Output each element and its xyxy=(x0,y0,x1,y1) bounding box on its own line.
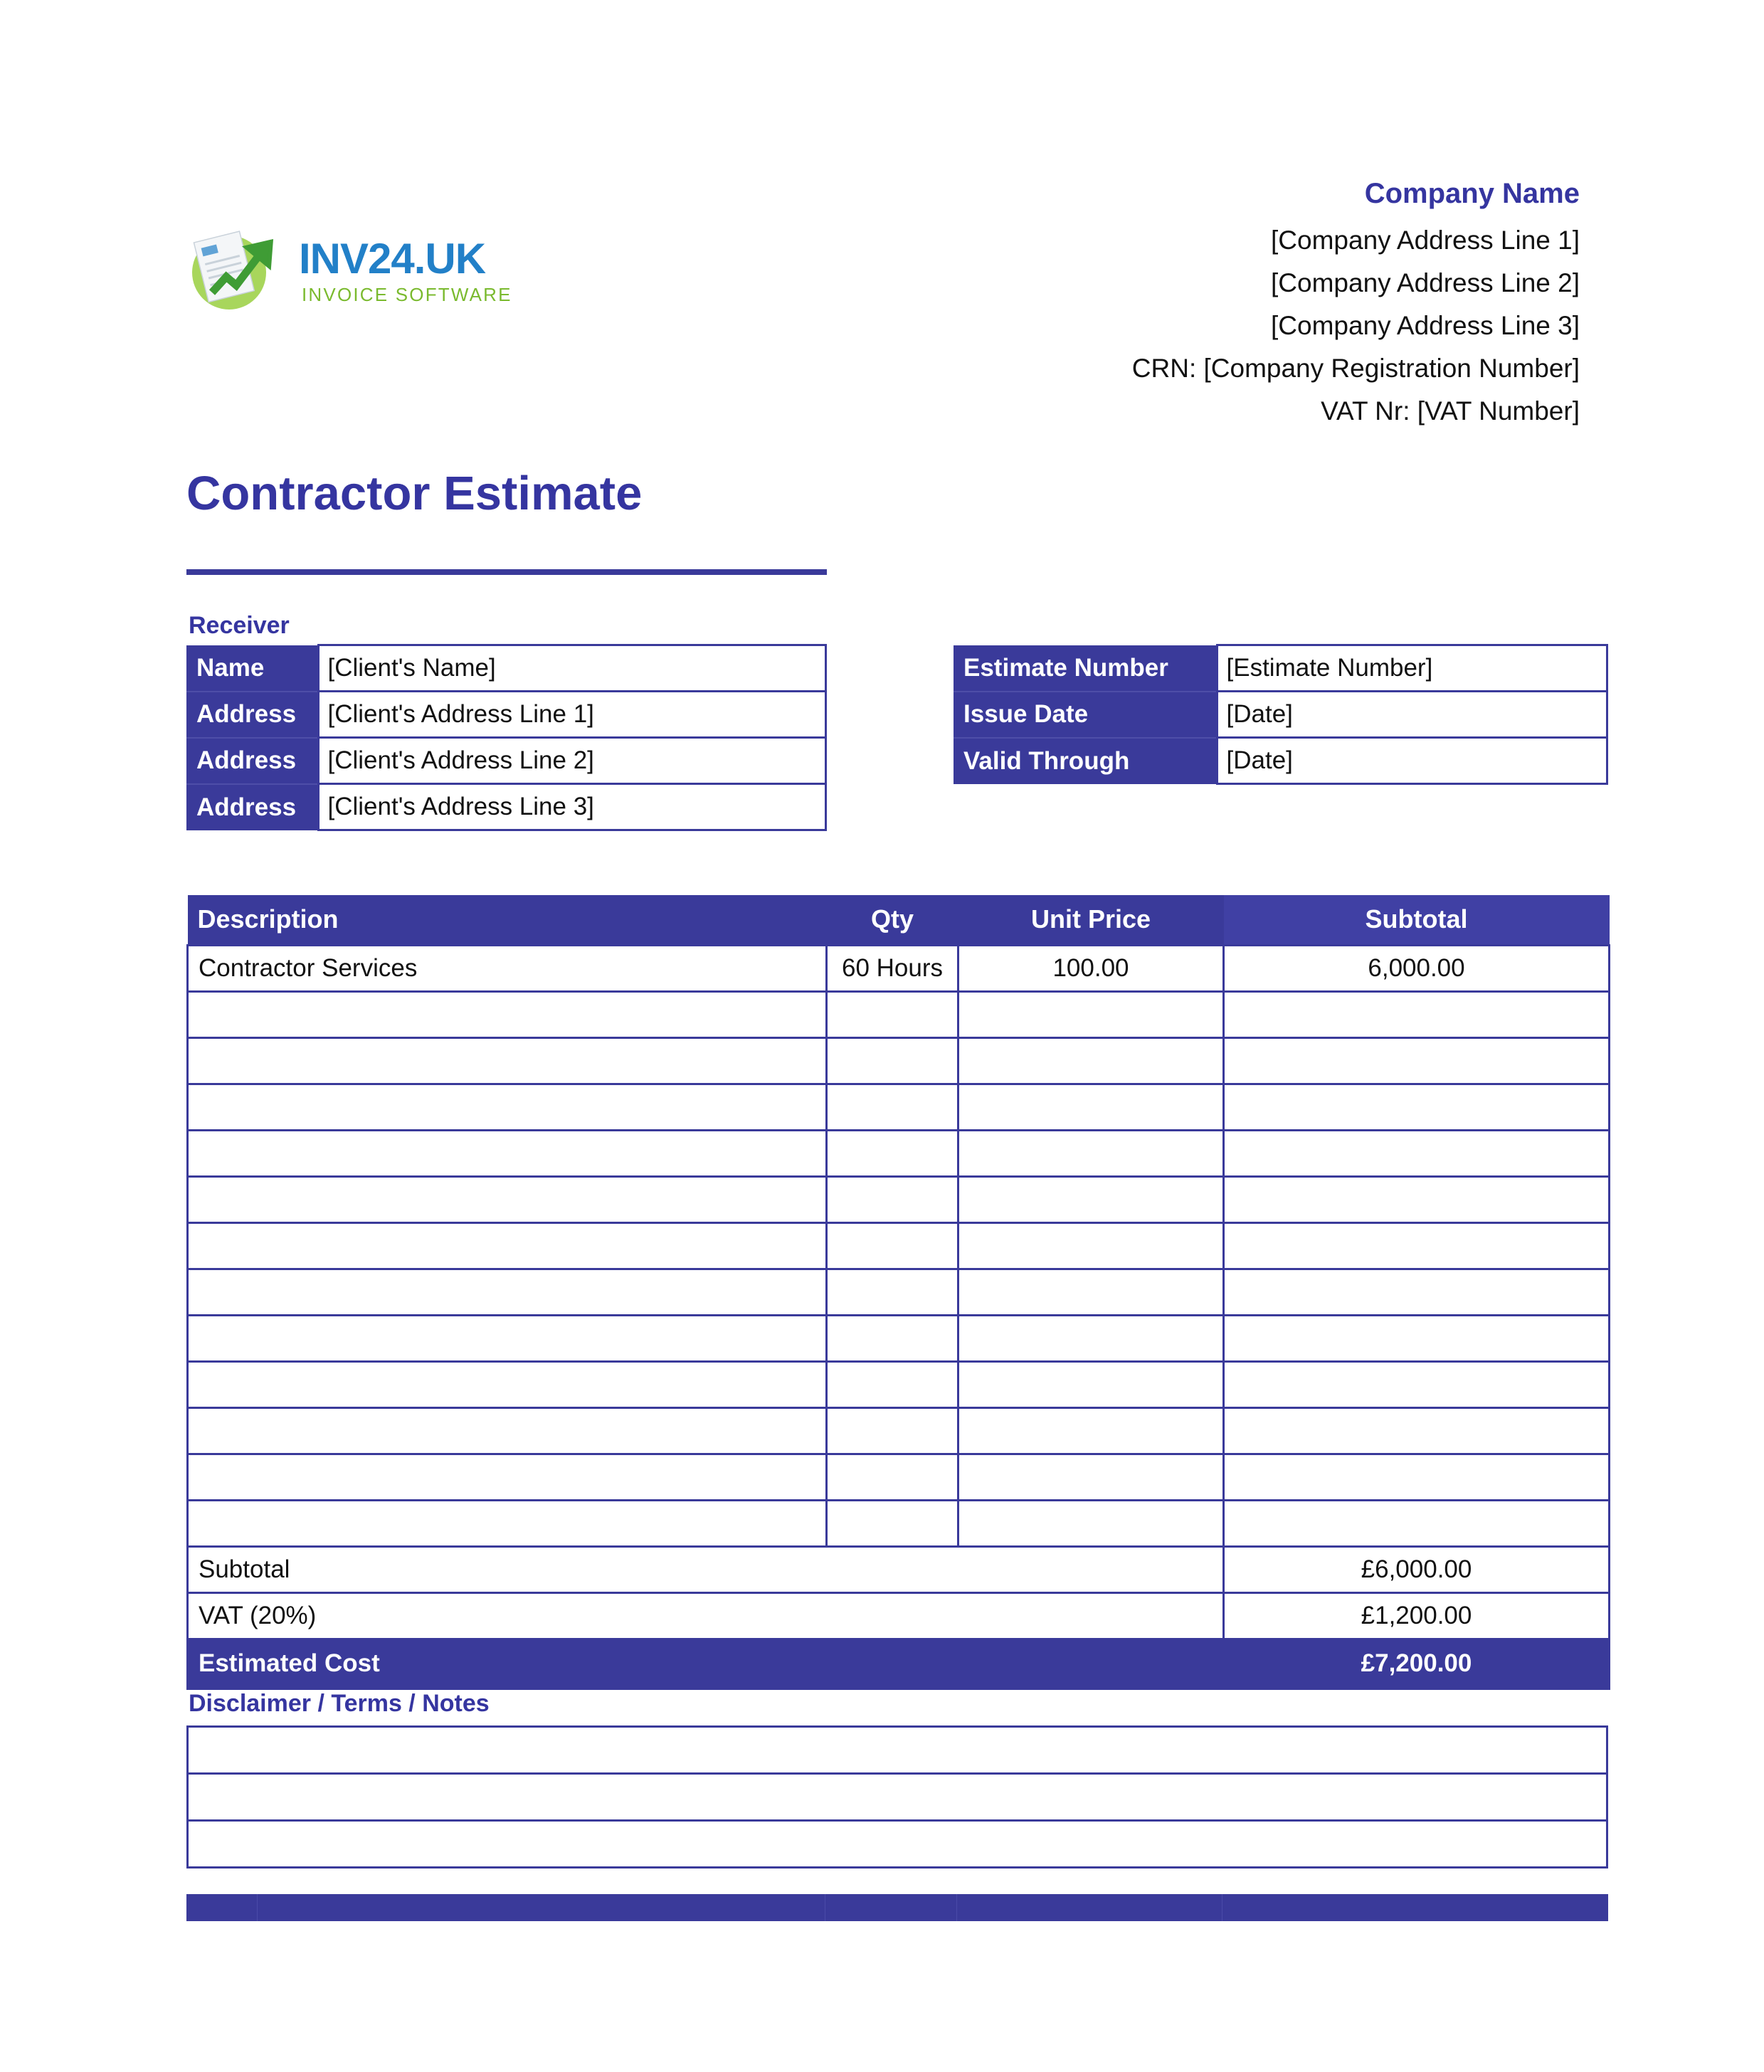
receiver-value-address-2[interactable]: [Client's Address Line 2] xyxy=(318,738,826,784)
footer-segment xyxy=(1222,1894,1608,1921)
line-item-description[interactable]: Contractor Services xyxy=(188,945,827,991)
empty-line-item-row xyxy=(188,1222,1610,1269)
meta-value-estimate-number[interactable]: [Estimate Number] xyxy=(1217,645,1607,692)
empty-line-item-row xyxy=(188,991,1610,1037)
meta-label-issue-date: Issue Date xyxy=(954,692,1217,738)
empty-cell[interactable] xyxy=(827,1037,958,1084)
subtotal-value: £6,000.00 xyxy=(1224,1546,1610,1592)
empty-cell[interactable] xyxy=(958,1407,1224,1454)
table-row xyxy=(186,645,826,692)
table-row xyxy=(186,738,826,784)
table-row xyxy=(188,1821,1607,1868)
line-items-table xyxy=(186,895,1610,1690)
invoice-growth-logo-icon xyxy=(185,224,292,317)
empty-line-item-row xyxy=(188,1315,1610,1361)
empty-cell[interactable] xyxy=(827,1130,958,1176)
company-details xyxy=(726,178,1580,439)
empty-cell[interactable] xyxy=(958,1130,1224,1176)
page-title: Contractor Estimate xyxy=(186,467,643,520)
receiver-table xyxy=(186,644,827,831)
empty-line-item-row xyxy=(188,1037,1610,1084)
empty-line-item-row xyxy=(188,1407,1610,1454)
subtotal-row xyxy=(188,1546,1610,1592)
empty-cell[interactable] xyxy=(958,1269,1224,1315)
column-header-unit-price: Unit Price xyxy=(958,895,1224,945)
meta-label-estimate-number: Estimate Number xyxy=(954,645,1217,692)
empty-cell[interactable] xyxy=(1224,1222,1610,1269)
empty-cell[interactable] xyxy=(188,1222,827,1269)
empty-cell[interactable] xyxy=(188,1037,827,1084)
empty-cell[interactable] xyxy=(958,1222,1224,1269)
empty-cell[interactable] xyxy=(827,1269,958,1315)
empty-cell[interactable] xyxy=(1224,1361,1610,1407)
footer-segment xyxy=(957,1894,1222,1921)
empty-line-item-row xyxy=(188,1130,1610,1176)
empty-cell[interactable] xyxy=(827,1500,958,1546)
empty-cell[interactable] xyxy=(188,1454,827,1500)
meta-label-valid-through: Valid Through xyxy=(954,738,1217,784)
vat-row xyxy=(188,1592,1610,1639)
receiver-label-address-3: Address xyxy=(186,784,318,830)
empty-cell[interactable] xyxy=(1224,1130,1610,1176)
empty-cell[interactable] xyxy=(188,1407,827,1454)
notes-line-1[interactable] xyxy=(188,1727,1607,1774)
empty-cell[interactable] xyxy=(188,1130,827,1176)
meta-value-issue-date[interactable]: [Date] xyxy=(1217,692,1607,738)
empty-cell[interactable] xyxy=(188,1361,827,1407)
title-divider xyxy=(186,569,827,575)
estimate-meta-table xyxy=(954,644,1608,785)
vat-label: VAT (20%) xyxy=(188,1592,1224,1639)
empty-cell[interactable] xyxy=(827,1084,958,1130)
empty-cell[interactable] xyxy=(958,1315,1224,1361)
column-header-qty: Qty xyxy=(827,895,958,945)
table-row xyxy=(188,945,1610,991)
notes-line-2[interactable] xyxy=(188,1774,1607,1821)
empty-cell[interactable] xyxy=(1224,1037,1610,1084)
empty-cell[interactable] xyxy=(958,1361,1224,1407)
table-row xyxy=(186,692,826,738)
table-row xyxy=(188,1727,1607,1774)
receiver-value-address-1[interactable]: [Client's Address Line 1] xyxy=(318,692,826,738)
empty-line-item-row xyxy=(188,1176,1610,1222)
empty-cell[interactable] xyxy=(1224,1407,1610,1454)
empty-cell[interactable] xyxy=(958,1037,1224,1084)
table-row xyxy=(186,784,826,830)
empty-line-item-row xyxy=(188,1084,1610,1130)
company-address-line-3: [Company Address Line 3] xyxy=(1271,311,1580,340)
estimated-cost-label: Estimated Cost xyxy=(188,1639,1224,1688)
empty-cell[interactable] xyxy=(188,1269,827,1315)
empty-cell[interactable] xyxy=(188,1500,827,1546)
vat-value: £1,200.00 xyxy=(1224,1592,1610,1639)
table-row xyxy=(954,645,1607,692)
receiver-heading: Receiver xyxy=(189,612,290,639)
line-item-qty[interactable]: 60 Hours xyxy=(827,945,958,991)
empty-cell[interactable] xyxy=(827,1176,958,1222)
footer-segment xyxy=(825,1894,957,1921)
empty-cell[interactable] xyxy=(1224,1315,1610,1361)
empty-cell[interactable] xyxy=(958,1500,1224,1546)
company-address-line-1: [Company Address Line 1] xyxy=(1271,226,1580,255)
column-header-description: Description xyxy=(188,895,827,945)
document-header xyxy=(185,178,1580,439)
empty-cell[interactable] xyxy=(827,1361,958,1407)
table-row xyxy=(954,738,1607,784)
company-name: Company Name xyxy=(1364,178,1580,209)
column-header-subtotal: Subtotal xyxy=(1224,895,1610,945)
empty-cell[interactable] xyxy=(1224,991,1610,1037)
receiver-label-address-1: Address xyxy=(186,692,318,738)
table-row xyxy=(188,1774,1607,1821)
estimated-cost-row xyxy=(188,1639,1610,1688)
company-address-line-2: [Company Address Line 2] xyxy=(1271,268,1580,297)
empty-cell[interactable] xyxy=(1224,1500,1610,1546)
empty-cell[interactable] xyxy=(958,991,1224,1037)
totals-body xyxy=(188,1546,1610,1688)
meta-value-valid-through[interactable]: [Date] xyxy=(1217,738,1607,784)
line-item-subtotal[interactable]: 6,000.00 xyxy=(1224,945,1610,991)
line-items-body xyxy=(188,945,1610,1546)
empty-line-item-row xyxy=(188,1361,1610,1407)
logo-title: INV24.UK xyxy=(299,234,486,282)
empty-cell[interactable] xyxy=(1224,1176,1610,1222)
line-item-unit-price[interactable]: 100.00 xyxy=(958,945,1224,991)
company-vat-number: VAT Nr: [VAT Number] xyxy=(1321,396,1580,426)
estimated-cost-value: £7,200.00 xyxy=(1224,1639,1610,1688)
empty-cell[interactable] xyxy=(827,1407,958,1454)
footer-segment xyxy=(186,1894,258,1921)
empty-cell[interactable] xyxy=(827,1315,958,1361)
brand-logo-block xyxy=(185,178,626,317)
notes-line-3[interactable] xyxy=(188,1821,1607,1868)
logo xyxy=(185,224,626,317)
empty-line-item-row xyxy=(188,1269,1610,1315)
logo-subtitle: INVOICE SOFTWARE xyxy=(302,283,512,305)
footer-segment xyxy=(258,1894,825,1921)
empty-cell[interactable] xyxy=(1224,1084,1610,1130)
receiver-value-address-3[interactable]: [Client's Address Line 3] xyxy=(318,784,826,830)
company-registration-number: CRN: [Company Registration Number] xyxy=(1131,354,1580,383)
receiver-label-address-2: Address xyxy=(186,738,318,784)
table-header-row xyxy=(188,895,1610,945)
empty-cell[interactable] xyxy=(958,1084,1224,1130)
receiver-value-name[interactable]: [Client's Name] xyxy=(318,645,826,692)
empty-cell[interactable] xyxy=(958,1176,1224,1222)
empty-cell[interactable] xyxy=(958,1454,1224,1500)
empty-cell[interactable] xyxy=(1224,1269,1610,1315)
receiver-label-name: Name xyxy=(186,645,318,692)
footer-bar xyxy=(186,1894,1608,1921)
empty-line-item-row xyxy=(188,1454,1610,1500)
table-row xyxy=(954,692,1607,738)
empty-cell[interactable] xyxy=(827,991,958,1037)
notes-table xyxy=(186,1725,1608,1868)
empty-cell[interactable] xyxy=(188,1315,827,1361)
empty-cell[interactable] xyxy=(827,1454,958,1500)
notes-heading: Disclaimer / Terms / Notes xyxy=(189,1690,490,1717)
empty-cell[interactable] xyxy=(1224,1454,1610,1500)
logo-wordmark xyxy=(299,234,512,305)
subtotal-label: Subtotal xyxy=(188,1546,1224,1592)
empty-line-item-row xyxy=(188,1500,1610,1546)
empty-cell[interactable] xyxy=(188,991,827,1037)
empty-cell[interactable] xyxy=(827,1222,958,1269)
empty-cell[interactable] xyxy=(188,1176,827,1222)
empty-cell[interactable] xyxy=(188,1084,827,1130)
